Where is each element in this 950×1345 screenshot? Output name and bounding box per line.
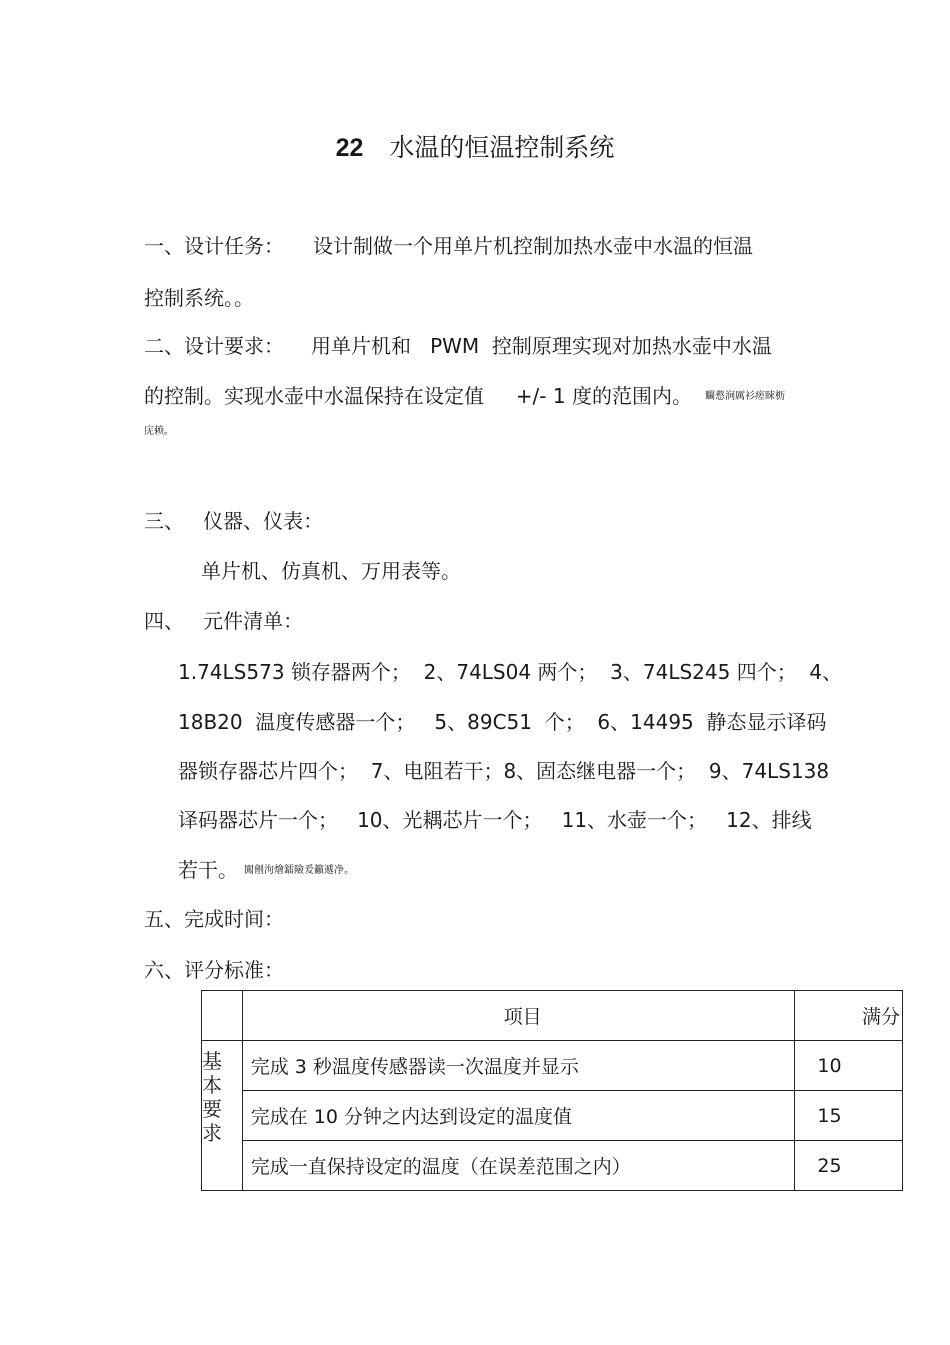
section1-heading: 一、设计任务：	[144, 234, 284, 258]
table-row-score: 10	[795, 1041, 903, 1091]
table-row	[202, 1141, 903, 1191]
section3-heading: 三、 仪器、仪表：	[144, 509, 324, 533]
group-label-char: 本	[202, 1073, 222, 1097]
score-table	[201, 990, 903, 1191]
section4-line2: 18B20 温度传感器一个； 5、89C51 个； 6、14495 静态显示译码	[178, 710, 827, 734]
section2-tail1: 矙慦涧厲衫瘥睞枥	[705, 391, 785, 402]
section4-line5: 若干。	[178, 858, 238, 882]
section2-heading: 二、设计要求：	[144, 334, 284, 358]
title-number: 22	[335, 134, 364, 162]
section2-line1: 用单片机和 PWM 控制原理实现对加热水壶中水温	[311, 334, 772, 358]
table-row	[202, 1041, 903, 1091]
section3-content: 单片机、仿真机、万用表等。	[201, 559, 461, 583]
section4-tail: 闖劊泃燴鐳險爰籲遞净。	[244, 865, 354, 876]
section4-heading: 四、 元件清单：	[144, 609, 304, 633]
section2-tail2: 庑赖。	[144, 426, 174, 437]
table-row	[202, 1091, 903, 1141]
table-header-row	[202, 991, 903, 1041]
group-label-char: 基	[202, 1049, 222, 1073]
section2-line2: 的控制。实现水壶中水温保持在设定值 +/- 1 度的范围内。	[144, 384, 692, 408]
section1-line2: 控制系统。。	[144, 286, 254, 310]
group-label-char: 要	[202, 1097, 222, 1121]
table-row-item: 完成一直保持设定的温度（在误差范围之内）	[242, 1141, 795, 1191]
table-row-score: 15	[795, 1091, 903, 1141]
section1-line1: 设计制做一个用单片机控制加热水壶中水温的恒温	[313, 234, 753, 258]
table-row-item: 完成 3 秒温度传感器读一次温度并显示	[242, 1041, 795, 1091]
group-label-char: 求	[202, 1121, 222, 1145]
table-header-score: 满分	[795, 991, 903, 1041]
section4-line4: 译码器芯片一个； 10、光耦芯片一个； 11、水壶一个； 12、排线	[178, 808, 812, 832]
page-title	[0, 128, 950, 164]
table-row-score: 25	[795, 1141, 903, 1191]
section4-line1: 1.74LS573 锁存器两个； 2、74LS04 两个； 3、74LS245 四个； 4、	[178, 660, 843, 684]
group-label	[199, 1049, 225, 1145]
title-text: 水温的恒温控制系统	[389, 133, 615, 162]
section4-line3: 器锁存器芯片四个； 7、电阻若干；8、固态继电器一个； 9、74LS138	[178, 759, 830, 783]
section5-heading: 五、完成时间：	[144, 907, 284, 931]
table-row-item: 完成在 10 分钟之内达到设定的温度值	[242, 1091, 795, 1141]
table-header-blank	[202, 991, 243, 1041]
section6-heading: 六、评分标准：	[144, 958, 284, 982]
table-header-item: 项目	[242, 991, 795, 1041]
